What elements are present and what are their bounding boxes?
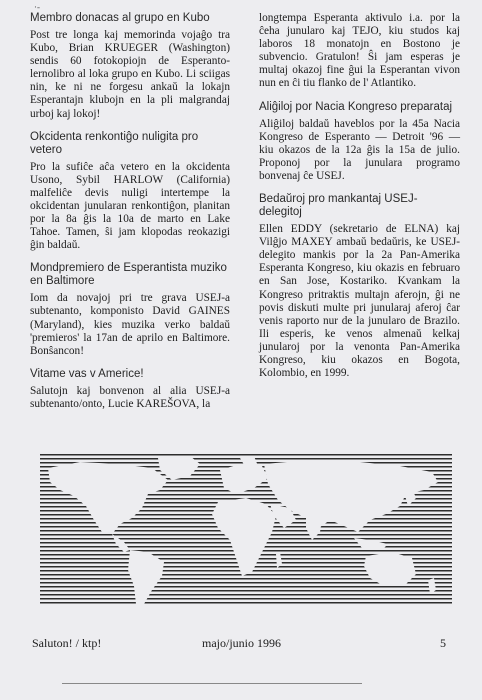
footer-publication: Saluton! / ktp! bbox=[32, 636, 102, 650]
article-vitame-continued: longtempa Esperanta aktivulo i.a. por la ĉeha junularo kaj TEJO, kiu studos kaj laboros 18 monatojn en Bostono je subvencio. Gratulon! Ŝi jam esperas je multaj okazoj fine ĝui la Esperantan vivon nun en ĉi tiu flanko de l' Atlantiko. bbox=[259, 12, 460, 90]
footer-issue-date: majo/junio 1996 bbox=[202, 636, 281, 650]
heading-kubo: Membro donacas al grupo en Kubo bbox=[30, 12, 210, 24]
article-mondpremiero: Iom da novajoj pri tre grava USEJ-a subtenanto, komponisto David GAINES (Maryland), kies muzika verko baldaŭ 'premieros' la 17an de aprilo en Baltimore. Bonŝancon! bbox=[30, 292, 230, 357]
scan-mark: ·- bbox=[34, 3, 41, 13]
heading-bedauroj: Bedaŭroj pro mankantaj USEJ-delegitoj bbox=[259, 193, 418, 219]
article-kubo: Post tre longa kaj memorinda vojaĝo tra Kubo, Brian KRUEGER (Washington) sendis 60 fotokopiojn de Esperanto-lernolibro al loka grupo en Kubo. Li sciigas nin, ke ni ne forgesu ankaŭ la lokajn Esperantajn klubojn en la pli malgrandaj urboj kaj lokoj! bbox=[30, 29, 230, 120]
world-map-icon bbox=[40, 454, 452, 606]
left-column bbox=[30, 12, 230, 421]
right-column bbox=[259, 12, 460, 390]
world-map-illustration bbox=[40, 454, 452, 606]
scan-artifact-line bbox=[62, 683, 362, 684]
page-footer bbox=[32, 636, 450, 652]
heading-mondpremiero: Mondpremiero de Esperantista muziko en Baltimore bbox=[30, 262, 227, 288]
article-bedauroj: Ellen EDDY (sekretario de ELNA) kaj Vilĝjo MAXEY ambaŭ bedaŭris, ke USEJ-delegito mankis por la 2a Pan-Amerika Esperanta Kongreso, kiu okazis en februaro en San Jose, Kostariko. Kvankam la Kongreso pritraktis multajn aferojn, ĝi ne povis diskuti multe pri junularaj aferoj ĉar venis raporto nur de la junularo de Brazilo. Ili esperis, ke venos almenaŭ kelkaj junularoj por la venonta Pan-Amerika Kongreso, kiu okazos en Bogota, Kolombio, en 1999. bbox=[259, 223, 460, 380]
footer-page-number: 5 bbox=[440, 636, 446, 650]
heading-aligiloj: Aliĝiloj por Nacia Kongreso preparataj bbox=[259, 100, 453, 113]
article-vitame: Salutojn kaj bonvenon al alia USEJ-a subtenanto/onto, Lucie KAREŠOVA, la bbox=[30, 384, 230, 410]
heading-okcidenta: Okcidenta renkontiĝo nuligita pro vetero bbox=[30, 130, 199, 156]
article-okcidenta: Pro la sufiĉe aĉa vetero en la okcidenta Usono, Sybil HARLOW (California) malfeliĉe devis nuligi intertempe la okcidentan junularan renkontiĝon, planitan por la 8a ĝis la 10a de marto en Lake Tahoe. Tamen, ŝi jam klopodas reokazigi ĝin baldaŭ. bbox=[30, 160, 230, 252]
heading-vitame: Vitame vas v Americe! bbox=[30, 367, 144, 380]
article-aligiloj: Aliĝiloj baldaŭ haveblos por la 45a Nacia Kongreso de Esperanto — Detroit '96 — kiu okazos de la 12a ĝis la 15a de julio. Proponoj por la junulara programo bonvenaj ĉe USEJ. bbox=[259, 117, 460, 182]
